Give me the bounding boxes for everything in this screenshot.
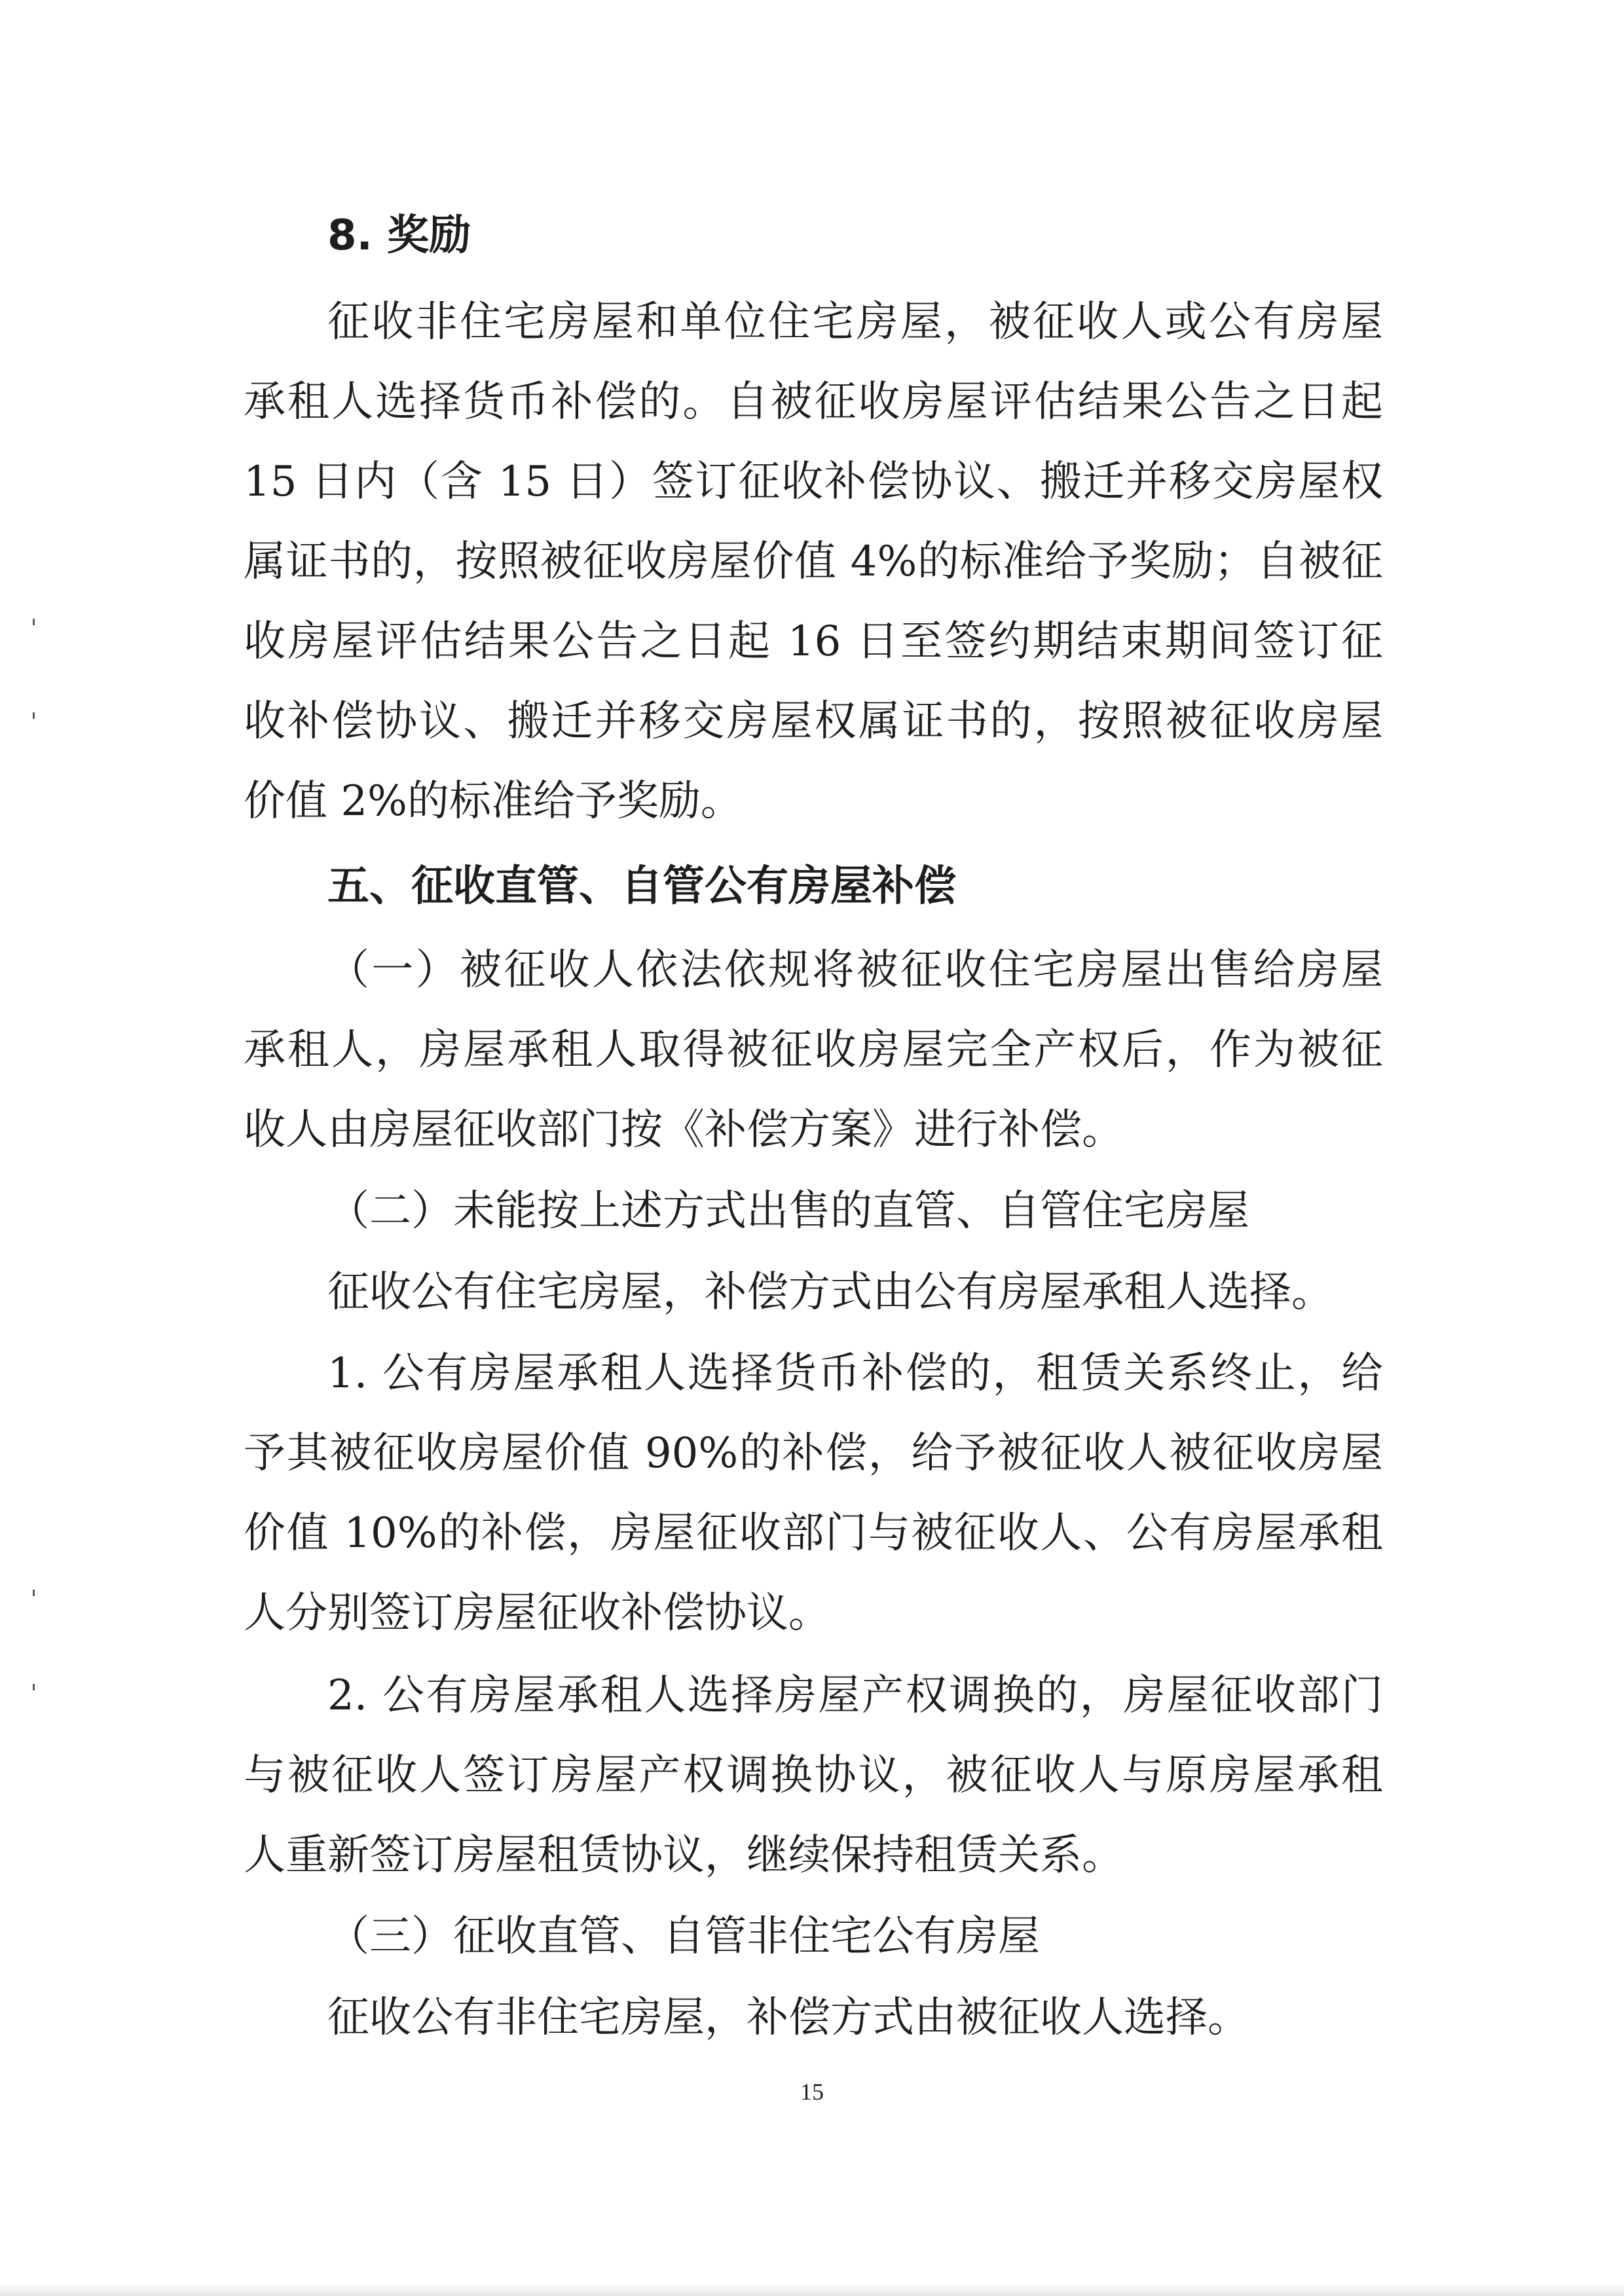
paragraph-line: （一）被征收人依法依规将被征收住宅房屋出售给房屋 (327, 946, 1383, 994)
paragraph-line: 收人由房屋征收部门按《补偿方案》进行补偿。 (244, 1106, 1124, 1154)
paragraph-line: 人重新签订房屋租赁协议，继续保持租赁关系。 (244, 1831, 1124, 1880)
paragraph-line: 征收公有非住宅房屋，补偿方式由被征收人选择。 (327, 1994, 1249, 2042)
scan-mark (33, 1684, 35, 1690)
scan-mark (33, 619, 35, 625)
subsection-heading: （三）征收直管、自管非住宅公有房屋 (327, 1912, 1040, 1961)
paragraph-line: 承租人，房屋承租人取得被征收房屋完全产权后，作为被征 (244, 1026, 1383, 1074)
scan-edge-shadow (0, 2284, 1624, 2296)
paragraph-line: 收补偿协议、搬迁并移交房屋权属证书的，按照被征收房屋 (244, 697, 1383, 746)
section-heading-public-housing: 五、征收直管、自管公有房屋补偿 (327, 862, 956, 911)
paragraph-line: 2. 公有房屋承租人选择房屋产权调换的，房屋征收部门 (327, 1671, 1383, 1720)
paragraph-line: 收房屋评估结果公告之日起 16 日至签约期结束期间签订征 (244, 617, 1383, 666)
paragraph-line: 价值 2%的标准给予奖励。 (244, 777, 743, 826)
scan-mark (33, 1590, 35, 1596)
paragraph-line: 与被征收人签订房屋产权调换协议，被征收人与原房屋承租 (244, 1751, 1383, 1800)
paragraph-line: 征收公有住宅房屋，补偿方式由公有房屋承租人选择。 (327, 1268, 1333, 1317)
page-number: 15 (800, 2079, 824, 2105)
paragraph-line: 属证书的，按照被征收房屋价值 4%的标准给予奖励；自被征 (244, 538, 1383, 586)
scan-mark (33, 712, 35, 719)
paragraph-line: 人分别签订房屋征收补偿协议。 (244, 1589, 830, 1637)
paragraph-line: 承租人选择货币补偿的。自被征收房屋评估结果公告之日起 (244, 378, 1383, 426)
section-heading-reward: 8. 奖励 (327, 211, 471, 260)
paragraph-line: 征收非住宅房屋和单位住宅房屋，被征收人或公有房屋 (327, 298, 1383, 346)
paragraph-line: 1. 公有房屋承租人选择货币补偿的，租赁关系终止，给 (327, 1349, 1383, 1398)
paragraph-line: 予其被征收房屋价值 90%的补偿，给予被征收人被征收房屋 (244, 1429, 1383, 1478)
paragraph-line: 15 日内（含 15 日）签订征收补偿协议、搬迁并移交房屋权 (244, 458, 1383, 506)
subsection-heading: （二）未能按上述方式出售的直管、自管住宅房屋 (327, 1187, 1249, 1235)
paragraph-line: 价值 10%的补偿，房屋征收部门与被征收人、公有房屋承租 (244, 1509, 1383, 1558)
